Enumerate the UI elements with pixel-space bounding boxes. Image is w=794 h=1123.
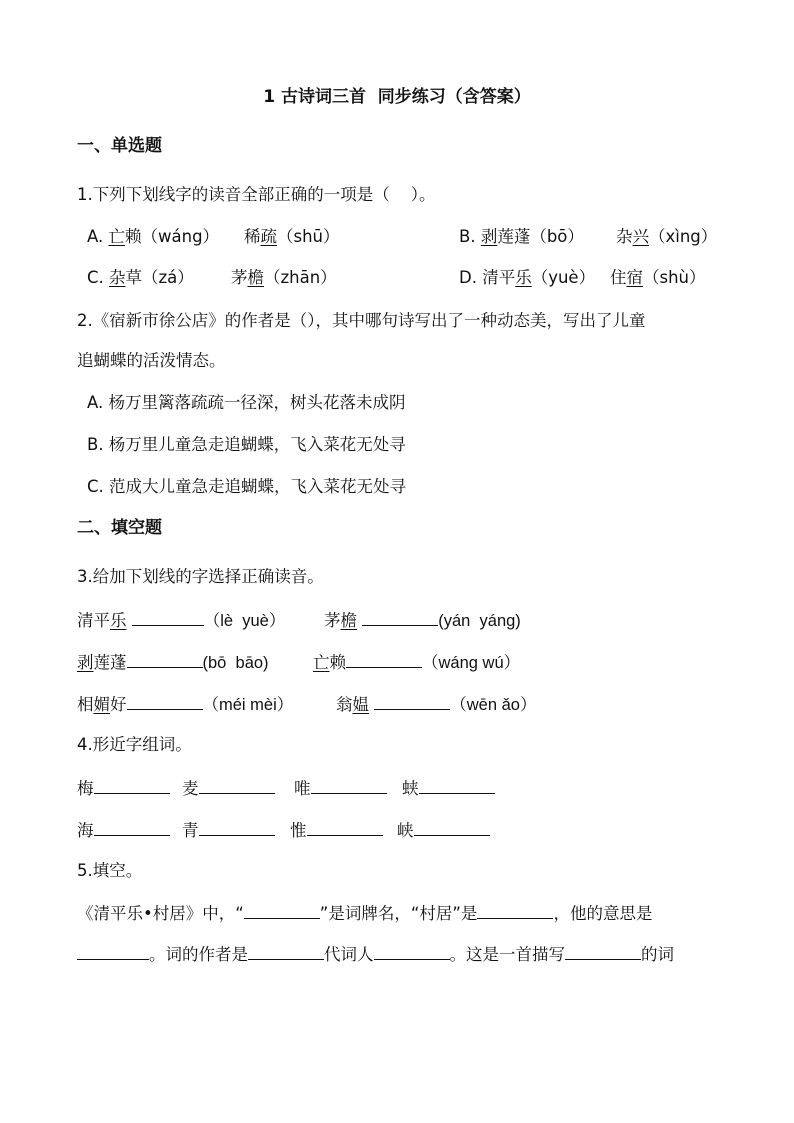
question-2-stem-line2: 追蝴蝶的活泼情态。: [77, 351, 226, 370]
question-3-item-xiangmeihao: 相媚好 （méi mèi）: [77, 695, 294, 714]
question-2-stem-line1: 2.《宿新市徐公店》的作者是（），其中哪句诗写出了一种动态美，写出了儿童: [77, 311, 646, 330]
question-3-item-bolianpeng: 剥莲蓬 (bō bāo): [77, 653, 269, 672]
question-4-word-4: 蛱: [402, 779, 495, 798]
question-1-option-d-word1: D. 清平乐（yuè）: [459, 268, 596, 287]
question-1-stem: 1.下列下划线字的读音全部正确的一项是（ ）。: [77, 185, 436, 204]
question-4-word-5: 海: [77, 821, 170, 840]
question-1-option-b-word2: 杂兴（xìng）: [616, 227, 718, 246]
question-4-word-8: 峡: [397, 821, 490, 840]
question-3-stem: 3.给加下划线的字选择正确读音。: [77, 567, 324, 586]
question-3-item-wanglai: 亡赖 （wáng wú）: [313, 653, 521, 672]
question-4-word-1: 梅: [77, 779, 170, 798]
question-1-option-a-word1: A. 亡赖（wáng）: [87, 227, 220, 246]
question-4-word-6: 青: [182, 821, 275, 840]
question-5-line-1: 《清平乐•村居》中，“ ”是词牌名，“村居”是 ，他的意思是: [77, 904, 653, 923]
question-2-option-b: B. 杨万里儿童急走追蝴蝶，飞入菜花无处寻: [87, 435, 406, 454]
section-heading-fill-blank: 二、填空题: [77, 518, 162, 538]
section-heading-single-choice: 一、单选题: [77, 136, 162, 156]
question-3-item-weng-ao: 翁媪 （wēn ǎo）: [336, 695, 537, 714]
question-4-word-7: 惟: [290, 821, 383, 840]
question-1-option-d-word2: 住宿（shù）: [610, 268, 706, 287]
question-5-line-2: 。词的作者是 代词人 。这是一首描写 的词: [77, 945, 674, 964]
question-2-option-a: A. 杨万里篱落疏疏一径深，树头花落未成阴: [87, 393, 406, 412]
page-title: 1 古诗词三首 同步练习（含答案）: [263, 87, 531, 107]
question-1-option-c-word1: C. 杂草（zá）: [87, 268, 194, 287]
question-5-stem: 5.填空。: [77, 861, 143, 880]
question-2-option-c: C. 范成大儿童急走追蝴蝶，飞入菜花无处寻: [87, 477, 407, 496]
question-3-item-maoyan: 茅檐 (yán yáng): [324, 611, 521, 630]
question-4-stem: 4.形近字组词。: [77, 735, 192, 754]
question-4-word-3: 唯: [294, 779, 387, 798]
question-1-option-c-word2: 茅檐（zhān）: [231, 268, 337, 287]
question-1-option-a-word2: 稀疏（shū）: [244, 227, 340, 246]
question-1-option-b-word1: B. 剥莲蓬（bō）: [459, 227, 584, 246]
question-4-word-2: 麦: [182, 779, 275, 798]
question-3-item-qingpingle: 清平乐 （lè yuè）: [77, 611, 286, 630]
